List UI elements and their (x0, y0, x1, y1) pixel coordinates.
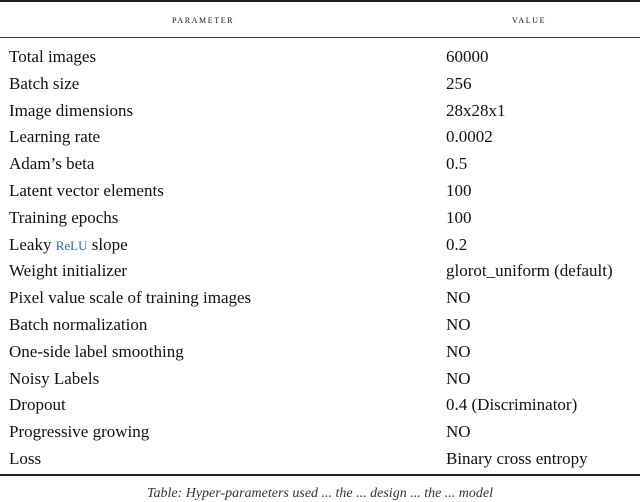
parameter-cell: Weight initializer (9, 261, 128, 281)
parameter-prefix: Leaky (9, 234, 52, 254)
table-row (0, 205, 640, 232)
table-row (0, 232, 640, 259)
parameter-cell: Latent vector elements (9, 180, 164, 200)
parameter-cell: Learning rate (9, 127, 101, 147)
table-row (0, 44, 640, 71)
parameter-cell: Progressive growing (9, 422, 150, 442)
value-cell: NO (446, 288, 471, 308)
value-cell: 100 (446, 180, 472, 200)
value-cell: 100 (446, 207, 472, 227)
value-cell: glorot_uniform (default) (446, 261, 613, 281)
table-row (0, 178, 640, 205)
parameter-cell: Total images (9, 47, 97, 66)
parameter-cell (9, 232, 128, 260)
table-row (0, 98, 640, 125)
column-header-value: value (512, 14, 547, 26)
table-row (0, 446, 640, 473)
table-row (0, 124, 640, 151)
table-row (0, 339, 640, 366)
value-cell: NO (446, 368, 471, 388)
parameter-cell: Image dimensions (9, 100, 134, 120)
parameter-cell: Training epochs (9, 207, 119, 227)
table-row (0, 258, 640, 285)
table-row (0, 312, 640, 339)
table-caption: Table: Hyper-parameters used ... the ... design ... the ... model (146, 486, 494, 501)
table-row (0, 71, 640, 98)
relu-link[interactable]: ReLU (55, 237, 88, 253)
parameter-cell: Loss (9, 448, 42, 468)
value-cell: NO (446, 314, 471, 334)
parameter-cell: Adam’s beta (9, 154, 95, 174)
parameter-suffix: slope (91, 234, 128, 254)
parameter-cell: Batch normalization (9, 314, 148, 334)
parameter-cell: Noisy Labels (9, 368, 100, 388)
parameter-cell: Batch size (9, 73, 80, 93)
table-row (0, 151, 640, 178)
value-cell: 0.5 (446, 154, 468, 174)
value-cell: 0.2 (446, 234, 468, 254)
value-cell: NO (446, 422, 471, 442)
parameter-cell: Pixel value scale of training images (9, 288, 252, 308)
value-cell: NO (446, 341, 471, 361)
column-header-parameter: parameter (172, 14, 235, 26)
table-row (0, 285, 640, 312)
value-cell: 256 (446, 73, 472, 93)
value-cell: 0.4 (Discriminator) (446, 395, 578, 415)
value-cell: 60000 (446, 47, 489, 66)
parameter-cell: One-side label smoothing (9, 341, 184, 361)
table-body (0, 44, 640, 473)
table-top-rule (0, 0, 640, 2)
value-cell: 0.0002 (446, 127, 493, 147)
table-row (0, 392, 640, 419)
value-cell: 28x28x1 (446, 100, 506, 120)
table-row (0, 419, 640, 446)
table-bottom-rule (0, 474, 640, 476)
parameter-cell: Dropout (9, 395, 66, 415)
table-header-rule (0, 37, 640, 38)
value-cell: Binary cross entropy (446, 448, 588, 468)
table-row (0, 366, 640, 393)
